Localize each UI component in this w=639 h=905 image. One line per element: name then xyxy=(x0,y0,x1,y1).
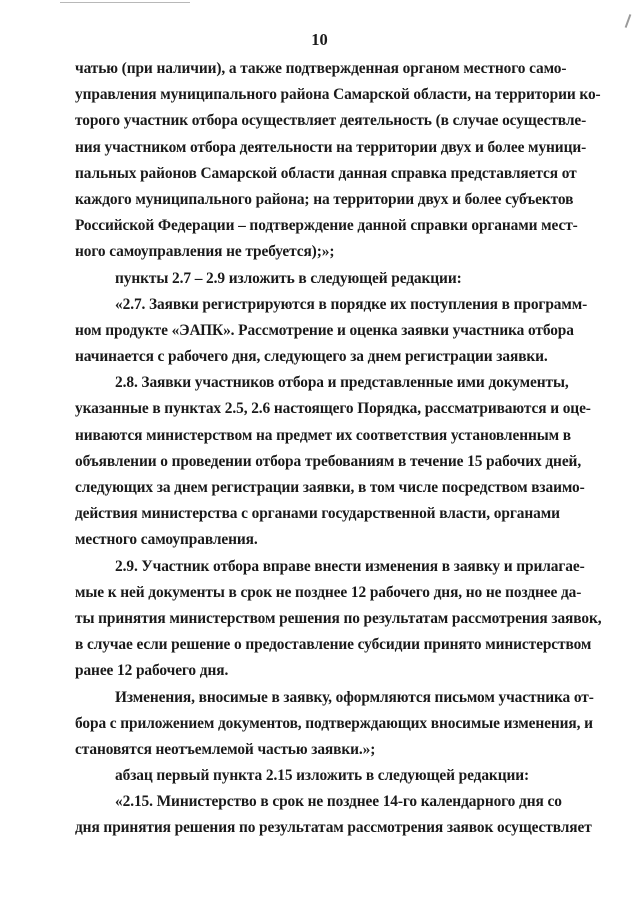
text-line: Изменения, вносимые в заявку, оформляются письмом участника от- xyxy=(115,688,594,706)
text-line: «2.15. Министерство в срок не позднее 14-го календарного дня со xyxy=(115,793,562,811)
text-line: управления муниципального района Самарской области, на территории ко- xyxy=(75,86,601,104)
text-line: пальных районов Самарской области данная справка представляется от xyxy=(75,164,577,182)
text-line: пункты 2.7 – 2.9 изложить в следующей редакции: xyxy=(115,269,462,287)
text-line: каждого муниципального района; на территории двух и более субъектов xyxy=(75,190,574,208)
text-line: «2.7. Заявки регистрируются в порядке их поступления в программ- xyxy=(115,295,588,313)
text-line: бора с приложением документов, подтверждающих вносимые изменения, и xyxy=(75,714,593,732)
text-line: объявлении о проведении отбора требованиям в течение 15 рабочих дней, xyxy=(75,452,582,470)
text-line: Российской Федерации – подтверждение данной справки органами мест- xyxy=(75,217,578,235)
text-line: начинается с рабочего дня, следующего за днем регистрации заявки. xyxy=(75,348,548,366)
text-line: мые к ней документы в срок не позднее 12 рабочего дня, но не позднее да- xyxy=(75,583,582,601)
text-line: абзац первый пункта 2.15 изложить в следующей редакции: xyxy=(115,767,530,785)
text-line: ниваются министерством на предмет их соответствия установленным в xyxy=(75,426,571,444)
text-line: дня принятия решения по результатам рассмотрения заявок осуществляет xyxy=(75,819,592,837)
text-line: чатью (при наличии), а также подтвержденная органом местного само- xyxy=(75,60,567,77)
text-line: указанные в пунктах 2.5, 2.6 настоящего Порядка, рассматриваются и оце- xyxy=(75,400,591,418)
text-line: 2.9. Участник отбора вправе внести изменения в заявку и прилагае- xyxy=(115,557,585,575)
scan-artifact-right xyxy=(625,14,632,28)
text-line: торого участник отбора осуществляет деятельность (в случае осуществле- xyxy=(75,112,587,130)
text-line: 2.8. Заявки участников отбора и представленные ими документы, xyxy=(115,374,569,392)
text-line: следующих за днем регистрации заявки, в том числе посредством взаимо- xyxy=(75,479,585,496)
text-line: ранее 12 рабочего дня. xyxy=(75,662,229,680)
page-number: 10 xyxy=(311,30,328,49)
text-line: в случае если решение о предоставление субсидии принято министерством xyxy=(75,636,592,654)
document-body xyxy=(75,56,602,842)
text-line: ного самоуправления не требуется);»; xyxy=(75,243,335,261)
text-line: становятся неотъемлемой частью заявки.»; xyxy=(75,740,376,758)
text-line: местного самоуправления. xyxy=(75,531,258,549)
text-line: ты принятия министерством решения по результатам рассмотрения заявок, xyxy=(75,609,602,627)
text-line: действия министерства с органами государственной власти, органами xyxy=(75,505,560,523)
scan-artifact-top xyxy=(60,2,190,3)
text-line: ния участником отбора деятельности на территории двух и более муници- xyxy=(75,138,587,156)
text-line: ном продукте «ЭАПК». Рассмотрение и оценка заявки участника отбора xyxy=(75,321,574,339)
